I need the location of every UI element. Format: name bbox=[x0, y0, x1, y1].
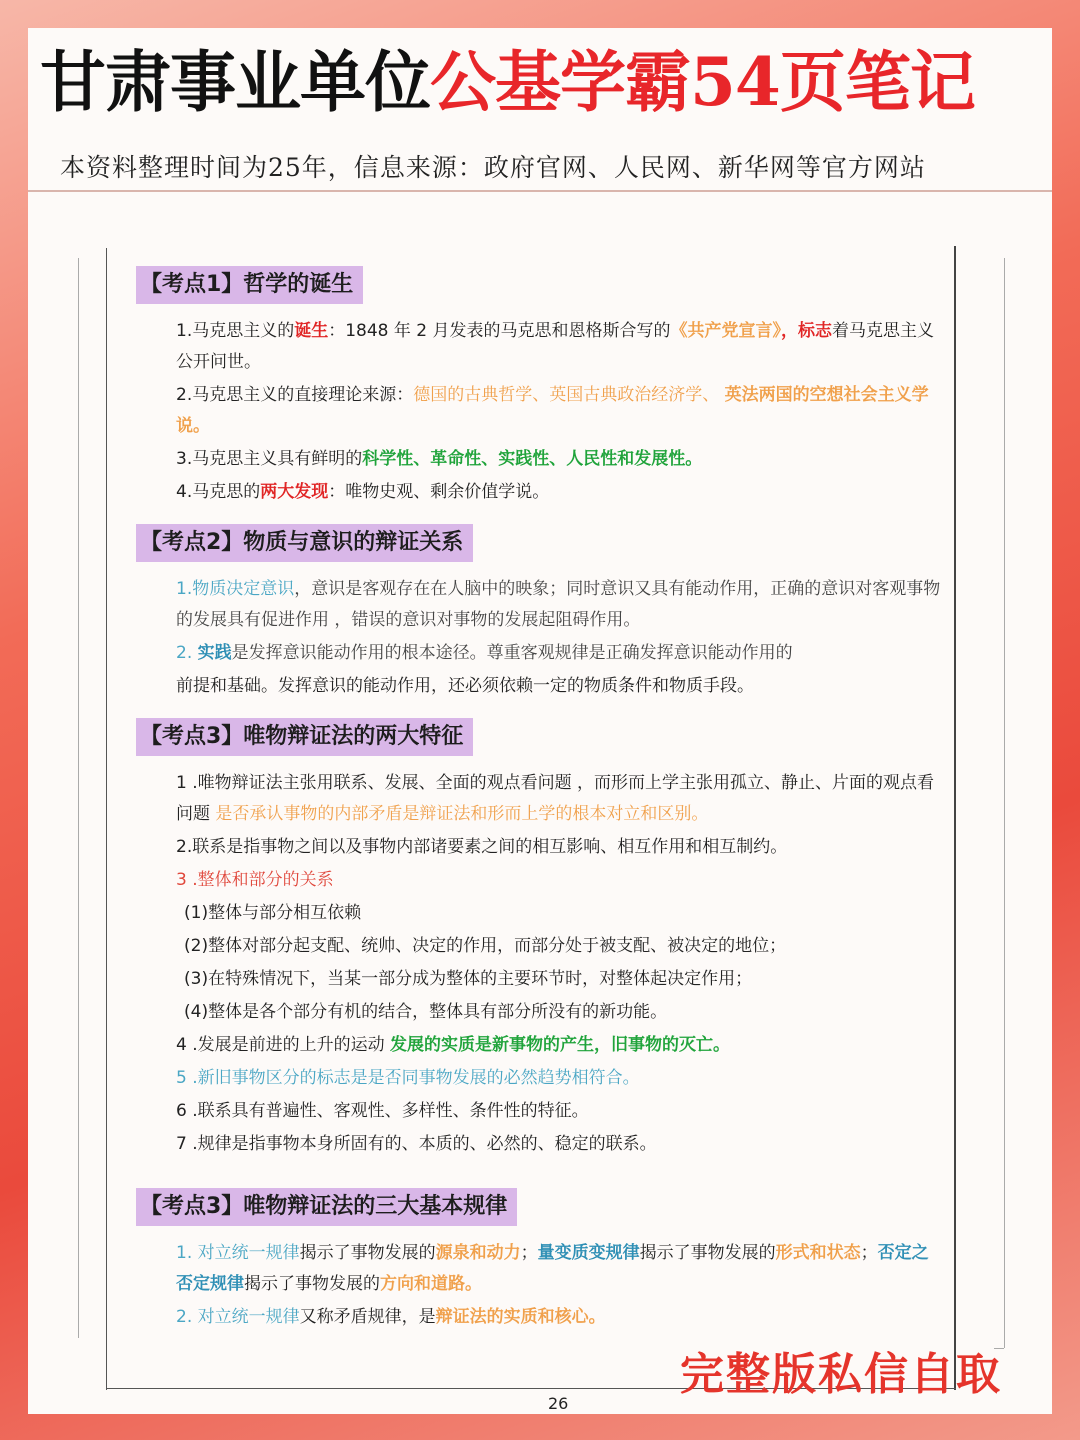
text-segment: ：唯物史观、剩余价值学说。 bbox=[328, 482, 550, 502]
page-title bbox=[40, 42, 975, 122]
text-segment: 4.马克思的 bbox=[176, 482, 261, 502]
list-item bbox=[136, 1096, 944, 1127]
text-segment: 6 .联系具有普遍性、客观性、多样性、条件性的特征。 bbox=[176, 1101, 589, 1121]
text-segment: 科学性、革命性、实践性、人民性和发展性。 bbox=[362, 449, 703, 469]
text-segment: 形式和状态 bbox=[775, 1243, 861, 1263]
text-segment: 德国的古典哲学、英国古典政治经济学、 bbox=[413, 385, 725, 405]
section-4 bbox=[136, 1188, 944, 1333]
note-card bbox=[28, 28, 1052, 1414]
text-segment: 前提和基础。发挥意识的能动作用，还必须依赖一定的物质条件和物质手段。 bbox=[176, 676, 754, 696]
list-item bbox=[136, 898, 944, 929]
list-item bbox=[136, 1302, 944, 1333]
page-number: 26 bbox=[548, 1394, 569, 1413]
text-segment: (4)整体是各个部分有机的结合，整体具有部分所没有的新功能。 bbox=[184, 1002, 668, 1022]
text-segment: 7 .规律是指事物本身所固有的、本质的、必然的、稳定的联系。 bbox=[176, 1134, 657, 1154]
list-item bbox=[136, 832, 944, 863]
text-segment: 揭示了事物发展的 bbox=[639, 1243, 776, 1263]
text-segment: 着马克思主义公开问世。 bbox=[176, 321, 935, 372]
text-segment: 两大发现 bbox=[260, 482, 329, 502]
text-segment: ，意识是客观存在在人脑中的映象；同时意识又具有能动作用，正确的意识对客观事物的发展具有促进作用 ，错误的意识对事物的发展起阻碍作用。 bbox=[176, 579, 941, 630]
text-segment: 实践 bbox=[197, 643, 232, 663]
text-segment: 是发挥意识能动作用的根本途径。尊重客观规律是正确发挥意识能动作用的 bbox=[231, 643, 793, 663]
text-segment: ， bbox=[781, 321, 799, 341]
list-item bbox=[136, 316, 944, 378]
text-segment: 1.物质决定意识 bbox=[176, 579, 295, 599]
list-item bbox=[136, 477, 944, 508]
crop-mark-left bbox=[78, 258, 79, 1338]
text-segment: 揭示了事物发展的 bbox=[299, 1243, 436, 1263]
list-item bbox=[136, 865, 944, 896]
list-item bbox=[136, 1238, 944, 1300]
text-segment: 3.马克思主义具有鲜明的 bbox=[176, 449, 363, 469]
text-segment: 1 .唯物辩证法主张用联系、发展、全面的观点看问题 ，而形而上学主张用孤立、静止、片面的观点看问题 bbox=[176, 773, 935, 824]
list-item bbox=[136, 1063, 944, 1094]
list-item bbox=[136, 444, 944, 475]
subtitle: 本资料整理时间为25年，信息来源：政府官网、人民网、新华网等官方网站 bbox=[60, 153, 926, 182]
text-segment: (2)整体对部分起支配、统帅、决定的作用，而部分处于被支配、被决定的地位； bbox=[184, 936, 787, 956]
text-segment: 1. 对立统一规律 bbox=[176, 1243, 300, 1263]
text-segment: 3 .整体和部分的关系 bbox=[176, 870, 334, 890]
title-red: 公基学霸54页笔记 bbox=[430, 43, 975, 121]
list-item bbox=[136, 964, 944, 995]
text-segment: 4 .发展是前进的上升的运动 bbox=[176, 1035, 391, 1055]
text-segment: ； bbox=[520, 1243, 538, 1263]
text-segment: 揭示了事物发展的 bbox=[244, 1274, 380, 1294]
cta-text: 完整版私信自取 bbox=[680, 1349, 1002, 1400]
text-segment: 5 .新旧事物区分的标志是是否同事物发展的必然趋势相符合。 bbox=[176, 1068, 640, 1088]
text-segment: 源泉和动力 bbox=[435, 1243, 521, 1263]
list-item bbox=[136, 380, 944, 442]
list-item bbox=[136, 574, 944, 636]
text-segment: ； bbox=[860, 1243, 878, 1263]
section-heading: 【考点3】唯物辩证法的两大特征 bbox=[136, 718, 473, 756]
text-segment: 2.联系是指事物之间以及事物内部诸要素之间的相互影响、相互作用和相互制约。 bbox=[176, 837, 788, 857]
section-3 bbox=[136, 718, 944, 1160]
page-frame-left bbox=[106, 248, 107, 1390]
section-1 bbox=[136, 266, 944, 508]
text-segment: 标志 bbox=[798, 321, 833, 341]
list-item bbox=[136, 671, 944, 702]
text-segment: 2.马克思主义的直接理论来源： bbox=[176, 385, 414, 405]
text-segment: 2. bbox=[176, 643, 198, 663]
list-item bbox=[136, 997, 944, 1028]
text-segment: 诞生 bbox=[294, 321, 329, 341]
header bbox=[28, 28, 1052, 192]
text-segment: 1.马克思主义的 bbox=[176, 321, 295, 341]
title-black: 甘肃事业单位 bbox=[40, 43, 430, 121]
text-segment: 2. 对立统一规律 bbox=[176, 1307, 300, 1327]
list-item bbox=[136, 768, 944, 830]
text-segment: 否定之否定规律 bbox=[176, 1243, 929, 1294]
text-segment: (3)在特殊情况下，当某一部分成为整体的主要环节时，对整体起决定作用； bbox=[184, 969, 753, 989]
text-segment: 发展的实质是新事物的产生，旧事物的灭亡。 bbox=[390, 1035, 731, 1055]
text-segment: 辩证法的实质和核心。 bbox=[435, 1307, 606, 1327]
document-content bbox=[136, 266, 944, 1349]
text-segment: ：1848 年 2 月发表的马克思和恩格斯合写的 bbox=[328, 321, 671, 341]
page-frame-right bbox=[954, 246, 956, 1390]
text-segment: 《共产党宣言》 bbox=[670, 321, 782, 341]
list-item bbox=[136, 1129, 944, 1160]
text-segment: 又称矛盾规律，是 bbox=[299, 1307, 436, 1327]
list-item bbox=[136, 931, 944, 962]
text-segment: 量变质变规律 bbox=[537, 1243, 640, 1263]
text-segment: 方向和道路。 bbox=[380, 1274, 482, 1294]
section-heading: 【考点2】物质与意识的辩证关系 bbox=[136, 524, 473, 562]
text-segment: 英法两国的空想社会主义学说。 bbox=[176, 385, 929, 436]
list-item bbox=[136, 1030, 944, 1061]
section-heading: 【考点1】哲学的诞生 bbox=[136, 266, 363, 304]
list-item bbox=[136, 638, 944, 669]
text-segment: (1)整体与部分相互依赖 bbox=[184, 903, 362, 923]
crop-mark-right bbox=[1004, 258, 1005, 1348]
text-segment: 是否承认事物的内部矛盾是辩证法和形而上学的根本对立和区别。 bbox=[215, 804, 709, 824]
section-heading: 【考点3】唯物辩证法的三大基本规律 bbox=[136, 1188, 517, 1226]
section-2 bbox=[136, 524, 944, 702]
